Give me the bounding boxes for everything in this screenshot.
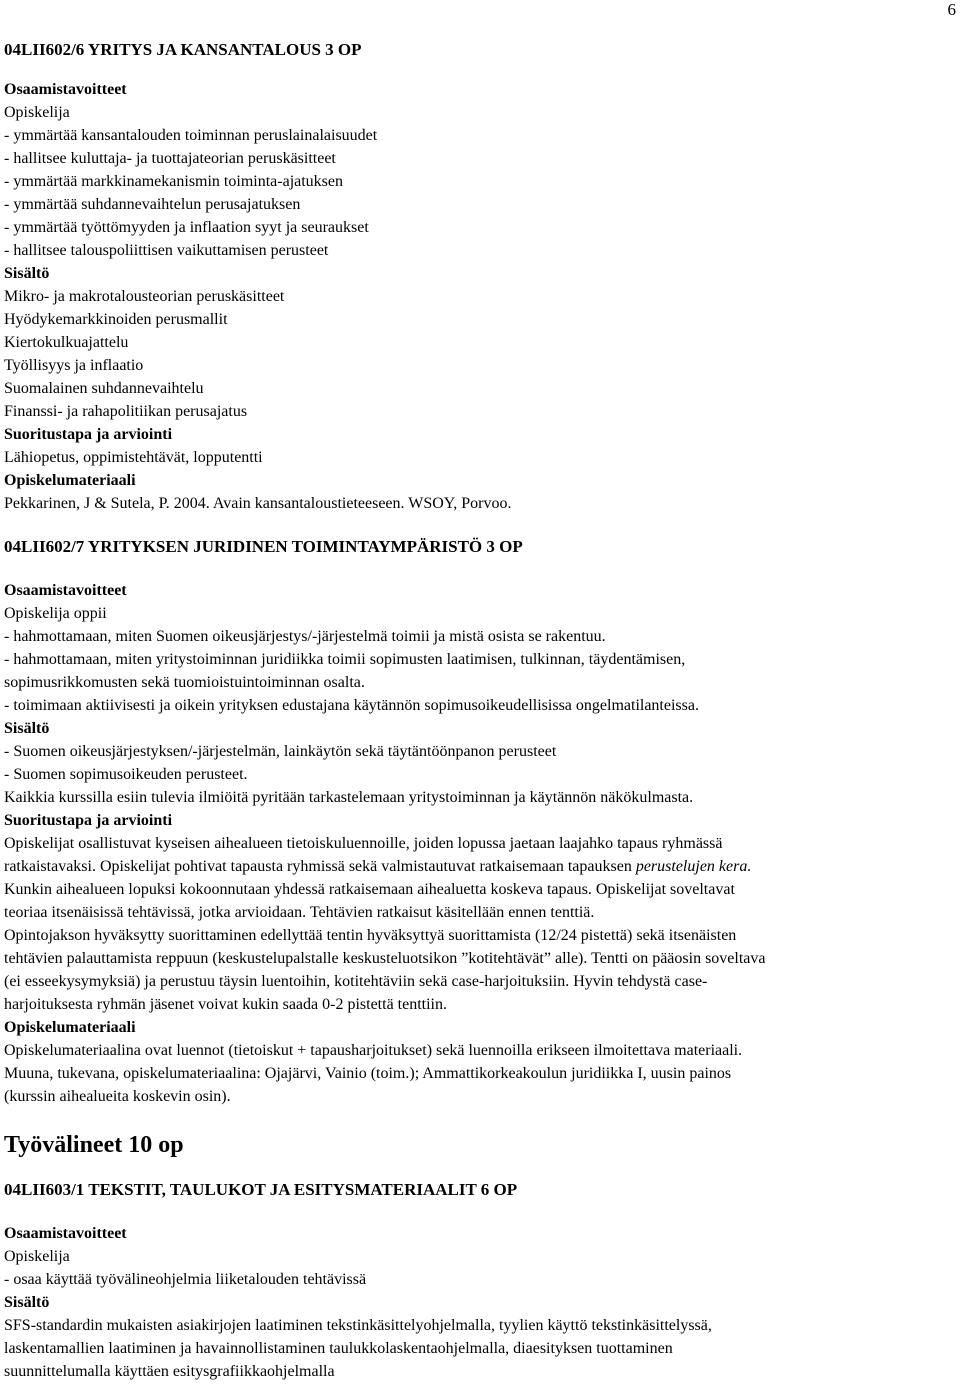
course-title: 04LII602/6 YRITYS JA KANSANTALOUS 3 OP (4, 40, 362, 59)
list-item: laskentamallien laatiminen ja havainnollistaminen taulukkolaskentaohjelmalla, diaesityksen tuottaminen (4, 1340, 673, 1357)
list-item: Suomalainen suhdannevaihtelu (4, 380, 204, 397)
material-text: (kurssin aihealueita koskevin osin). (4, 1088, 231, 1105)
method-text: (ei esseekysymyksiä) ja perustuu täysin luentoihin, kotitehtäviin sekä case-harjoituksiin. Hyvin tehdystä case- (4, 973, 708, 990)
list-item: - toimimaan aktiivisesti ja oikein yrityksen edustajana käytännön sopimusoikeudellisissa ongelmatilanteissa. (4, 697, 699, 714)
list-item: - hahmottamaan, miten yritystoiminnan juridiikka toimii sopimusten laatimisen, tulkinnan, täydentämisen, (4, 651, 686, 668)
list-item: - ymmärtää työttömyyden ja inflaation syyt ja seuraukset (4, 219, 369, 236)
material-text: Pekkarinen, J & Sutela, P. 2004. Avain kansantaloustieteeseen. WSOY, Porvoo. (4, 495, 512, 512)
list-item: - Suomen sopimusoikeuden perusteet. (4, 766, 248, 783)
student-label: Opiskelija oppii (4, 605, 107, 622)
section-heading-goals: Osaamistavoitteet (4, 81, 127, 98)
material-text: Muuna, tukevana, opiskelumateriaalina: Ojajärvi, Vainio (toim.); Ammattikorkeakoulun juridiikka I, uusin painos (4, 1065, 732, 1082)
list-item: sopimusrikkomusten sekä tuomioistuintoiminnan osalta. (4, 674, 365, 691)
list-item: - hahmottamaan, miten Suomen oikeusjärjestys/-järjestelmä toimii ja mistä osista se rakentuu. (4, 628, 606, 645)
list-item: - ymmärtää suhdannevaihtelun perusajatuksen (4, 196, 301, 213)
list-item: - hallitsee talouspoliittisen vaikuttamisen perusteet (4, 242, 329, 259)
page-number: 6 (947, 0, 956, 19)
section-heading-content: Sisältö (4, 265, 50, 282)
list-item: - Suomen oikeusjärjestyksen/-järjestelmän, lainkäytön sekä täytäntöönpanon perusteet (4, 743, 557, 760)
list-item: - hallitsee kuluttaja- ja tuottajateorian peruskäsitteet (4, 150, 336, 167)
method-text: harjoituksesta ryhmän jäsenet voivat kukin saada 0-2 pistettä tenttiin. (4, 996, 447, 1013)
method-text: Kunkin aihealueen lopuksi kokoonnutaan yhdessä ratkaisemaan aihealuetta koskeva tapaus. Opiskelijat soveltavat (4, 881, 735, 898)
section-heading-goals: Osaamistavoitteet (4, 1225, 127, 1242)
section-heading-content: Sisältö (4, 1294, 50, 1311)
list-item: Työllisyys ja inflaatio (4, 357, 144, 374)
list-item: Mikro- ja makrotalousteorian peruskäsitteet (4, 288, 285, 305)
list-item: - osaa käyttää työvälineohjelmia liiketalouden tehtävissä (4, 1271, 367, 1288)
method-text (4, 855, 949, 878)
method-text: teoriaa itsenäisissä tehtävissä, jotka arvioidaan. Tehtävien ratkaisut käsitellään ennen tenttiä. (4, 904, 595, 921)
method-text: Lähiopetus, oppimistehtävät, lopputentti (4, 449, 263, 466)
method-text: Opintojakson hyväksytty suorittaminen edellyttää tentin hyväksyttyä suorittamista (12/24 pistettä) sekä itsenäisten (4, 927, 737, 944)
material-text: Opiskelumateriaalina ovat luennot (tietoiskut + tapausharjoitukset) sekä luennoilla erikseen ilmoitettava materiaali. (4, 1042, 743, 1059)
section-heading-content: Sisältö (4, 720, 50, 737)
course-title: 04LII602/7 YRITYKSEN JURIDINEN TOIMINTAYMPÄRISTÖ 3 OP (4, 537, 523, 556)
list-item: Kiertokulkuajattelu (4, 334, 129, 351)
section-heading-material: Opiskelumateriaali (4, 1019, 136, 1036)
student-label: Opiskelija (4, 104, 70, 121)
section-heading-material: Opiskelumateriaali (4, 472, 136, 489)
document-body (4, 38, 949, 1383)
course-title: 04LII603/1 TEKSTIT, TAULUKOT JA ESITYSMATERIAALIT 6 OP (4, 1180, 518, 1199)
student-label: Opiskelija (4, 1248, 70, 1265)
section-heading-method: Suoritustapa ja arviointi (4, 812, 173, 829)
method-text: tehtävien palauttamista reppuun (keskustelupalstalle keskusteluotsikon ”kotitehtävät” alle). Tentti on pääosin soveltava (4, 950, 766, 967)
section-heading-method: Suoritustapa ja arviointi (4, 426, 173, 443)
list-item: Kaikkia kurssilla esiin tulevia ilmiöitä pyritään tarkastelemaan yritystoiminnan ja käytännön näkökulmasta. (4, 789, 694, 806)
list-item: - ymmärtää kansantalouden toiminnan peruslainalaisuudet (4, 127, 378, 144)
list-item: SFS-standardin mukaisten asiakirjojen laatiminen tekstinkäsittelyohjelmalla, tyylien käyttö tekstinkäsittelyssä, (4, 1317, 712, 1334)
list-item: - ymmärtää markkinamekanismin toiminta-ajatuksen (4, 173, 344, 190)
method-text-italic: perustelujen kera. (635, 858, 752, 875)
list-item: Hyödykemarkkinoiden perusmallit (4, 311, 228, 328)
method-text: Opiskelijat osallistuvat kyseisen aihealueen tietoiskuluennoille, joiden lopussa jaetaan laajahko tapaus ryhmässä (4, 835, 723, 852)
method-text-part: ratkaistavaksi. Opiskelijat pohtivat tapausta ryhmissä sekä valmistautuvat ratkaisemaan tapauksen (4, 858, 636, 875)
section-title: Työvälineet 10 op (4, 1132, 184, 1158)
list-item: Finanssi- ja rahapolitiikan perusajatus (4, 403, 248, 420)
list-item: suunnittelumalla käyttäen esitysgrafiikkaohjelmalla (4, 1363, 335, 1380)
section-heading-goals: Osaamistavoitteet (4, 582, 127, 599)
